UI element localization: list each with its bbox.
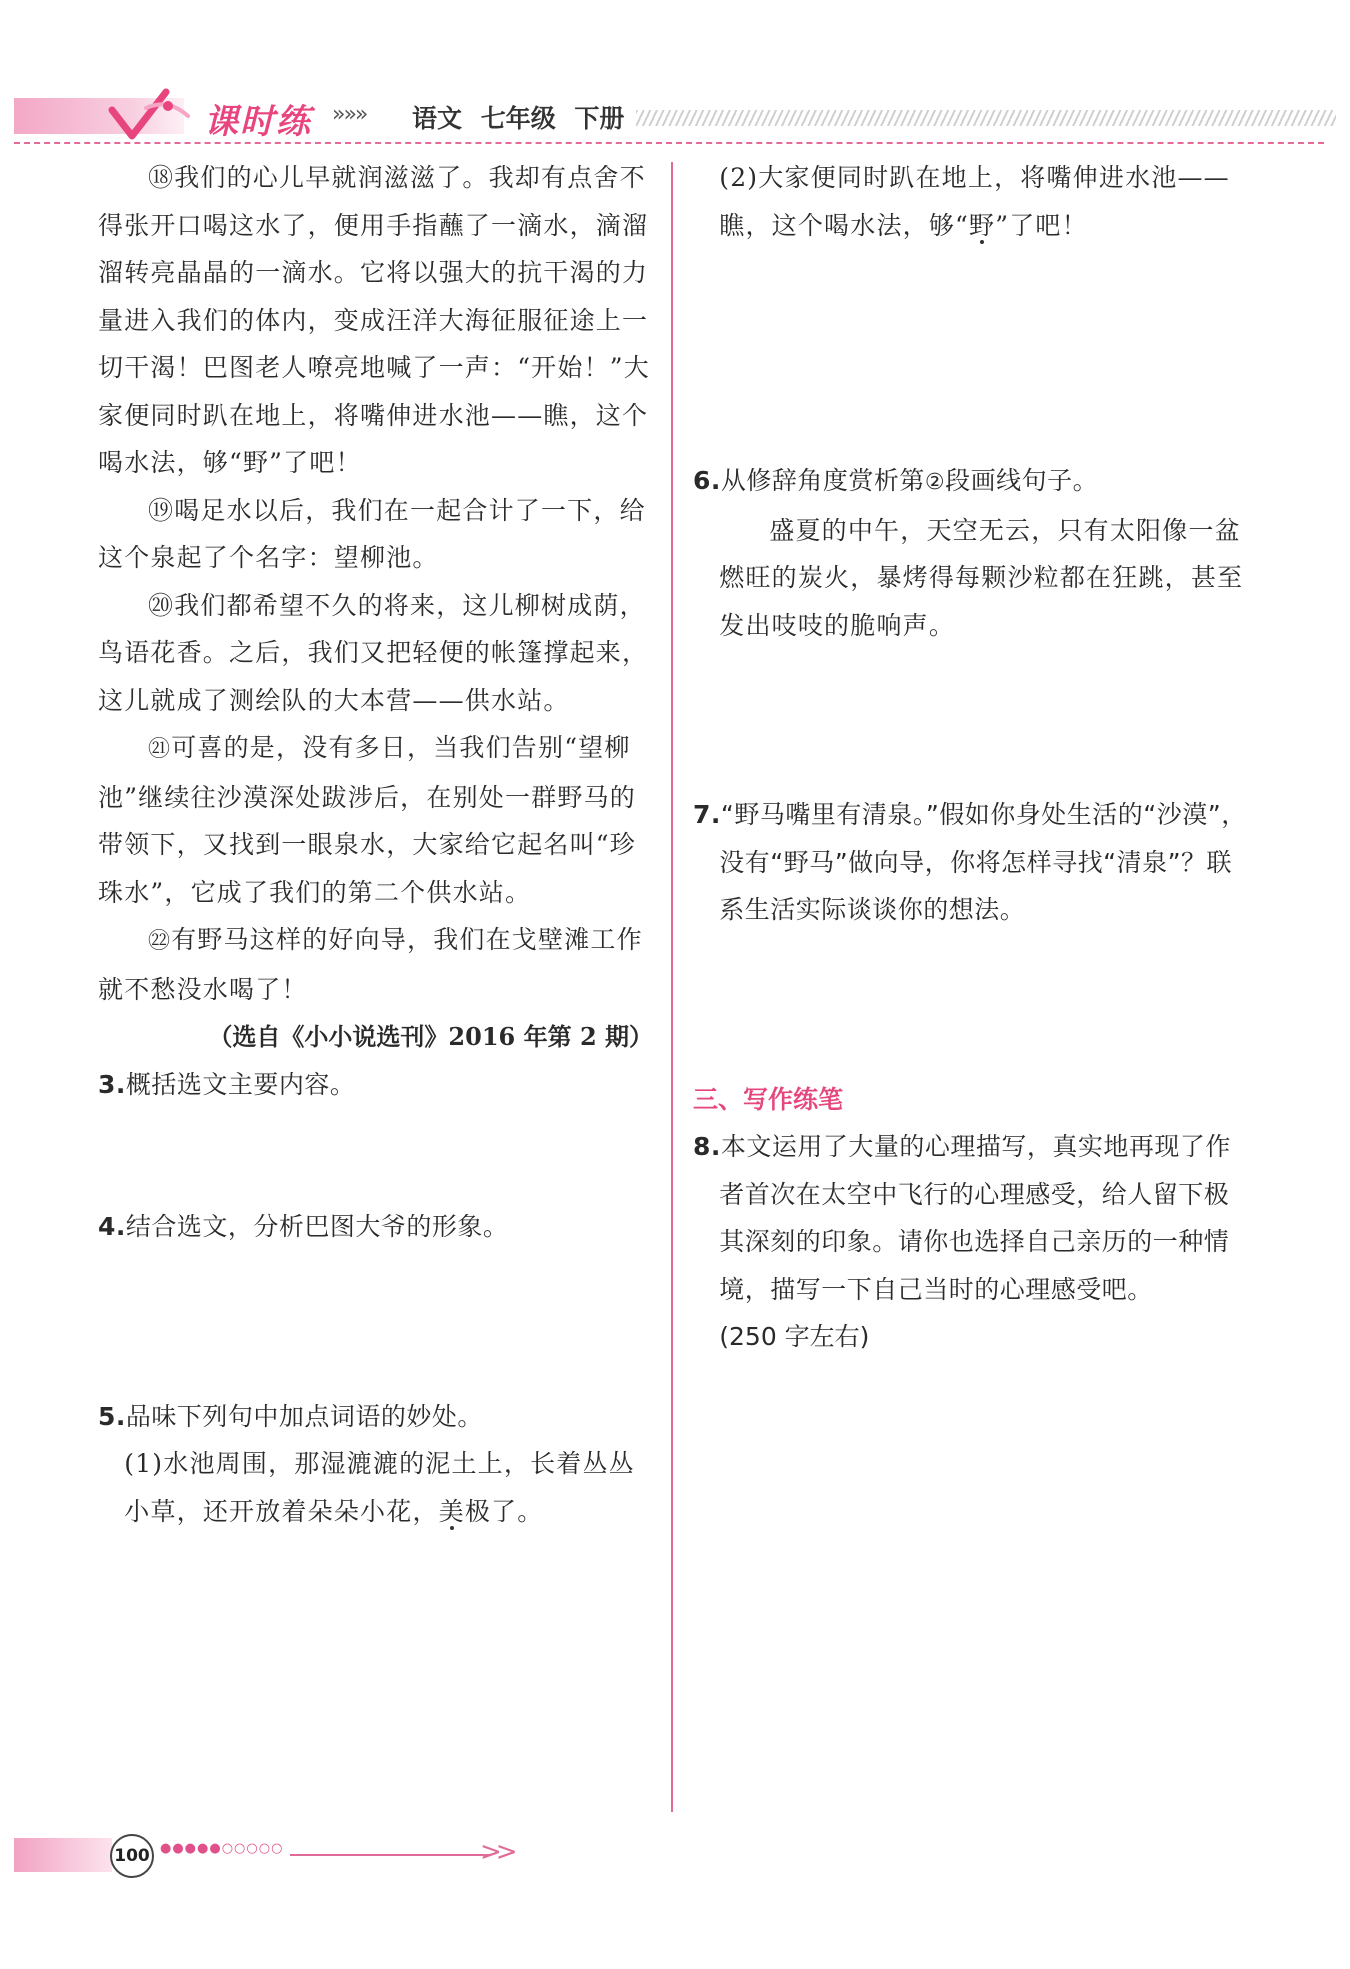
question-5-item-2: [693, 154, 1253, 249]
question-3: [98, 1061, 653, 1109]
right-column: [693, 154, 1253, 1361]
question-number: 7.: [693, 800, 721, 829]
footer-dots: ●●●●●○○○○○: [160, 1841, 284, 1856]
paragraph-22: [98, 916, 653, 1013]
question-7: [693, 791, 1253, 934]
header-hatch-decoration: [636, 110, 1336, 126]
column-divider: [671, 162, 673, 1812]
header-arrows-icon: »»»: [332, 102, 367, 127]
checkmark-logo-icon: [106, 86, 196, 146]
footer-line: [290, 1854, 490, 1856]
question-number: 3.: [98, 1069, 126, 1099]
question-4: [98, 1203, 653, 1251]
answer-space: [693, 934, 1253, 1076]
paragraph-number: ㉑: [148, 737, 172, 762]
word-count-note: (250 字左右): [719, 1322, 870, 1351]
question-6: [693, 457, 1253, 507]
question-text: 品味下列句中加点词语的妙处。: [125, 1401, 483, 1431]
quoted-sentence: 盛夏的中午，天空无云，只有太阳像一盆燃旺的炭火，暴烤得每颗沙粒都在狂跳，甚至发出吱吱的脆响声。: [719, 515, 1244, 640]
footer-color-band: [14, 1838, 112, 1872]
header-dashed-rule: [14, 142, 1324, 144]
paragraph-19: ⑲喝足水以后，我们在一起合计了一下，给这个泉起了个名字：望柳池。: [98, 495, 646, 572]
dotted-word: 野: [969, 210, 996, 240]
page-number: 100: [110, 1834, 154, 1878]
paragraph-18: ⑱我们的心儿早就润滋滋了。我却有点舍不得张开口喝这水了，便用手指蘸了一滴水，滴溜溜转亮晶晶的一滴水。它将以强大的抗干渴的力量进入我们的体内，变成汪洋大海征服征途上一切干渴！巴图老人嘹亮地喊了一声：“开始！”大家便同时趴在地上，将嘴伸进水池——瞧，这个喝水法，够“野”了吧！: [98, 163, 650, 477]
question-text: 从修辞角度赏析第: [720, 466, 925, 495]
page-footer: [14, 1832, 534, 1876]
footer-arrow-icon: >>: [480, 1837, 512, 1867]
answer-space: [693, 249, 1253, 457]
source-citation: （选自《小小说选刊》2016 年第 2 期）: [208, 1022, 653, 1051]
answer-space: [693, 649, 1253, 791]
item-text: ”了吧！: [995, 210, 1088, 240]
item-text: (1)水池周围，那湿漉漉的泥土上，长着丛丛小草，还开放着朵朵小花，: [124, 1449, 635, 1526]
answer-space: [98, 1251, 653, 1393]
subject-grade-label: 语文 七年级 下册: [412, 104, 625, 133]
section-heading-writing: 三、写作练笔: [693, 1084, 844, 1114]
question-number: 8.: [693, 1132, 721, 1161]
question-8: [693, 1123, 1253, 1313]
item-text: (2)大家便同时趴在地上，将嘴伸进水池——瞧，这个喝水法，够“: [719, 163, 1230, 240]
question-number: 4.: [98, 1212, 126, 1241]
item-text: 极了。: [464, 1496, 544, 1526]
page-header: [14, 86, 1324, 146]
question-5-item-1: [98, 1440, 653, 1535]
answer-space: [98, 1108, 653, 1203]
question-5: [98, 1393, 653, 1441]
question-text: 结合选文，分析巴图大爷的形象。: [125, 1212, 509, 1241]
question-number: 6.: [693, 466, 721, 495]
series-title: 课时练: [204, 102, 312, 142]
circled-number: ②: [924, 470, 946, 495]
dotted-word: 美: [438, 1496, 465, 1526]
question-number: 5.: [98, 1401, 126, 1431]
question-text: 本文运用了大量的心理描写，真实地再现了作者首次在太空中飞行的心理感受，给人留下极其深刻的印象。请你也选择自己亲历的一种情境，描写一下自己当时的心理感受吧。: [719, 1132, 1231, 1304]
question-text: “野马嘴里有清泉。”假如你身处生活的“沙漠”，没有“野马”做向导，你将怎样寻找“清泉”？联系生活实际谈谈你的想法。: [719, 800, 1247, 924]
left-column: [98, 154, 653, 1535]
question-text: 概括选文主要内容。: [125, 1069, 356, 1099]
paragraph-20: ⑳我们都希望不久的将来，这儿柳树成荫，鸟语花香。之后，我们又把轻便的帐篷撑起来，这儿就成了测绘队的大本营——供水站。: [98, 590, 649, 715]
paragraph-text: 可喜的是，没有多日，当我们告别“望柳池”继续往沙漠深处跋涉后，在别处一群野马的带领下，又找到一眼泉水，大家给它起名叫“珍珠水”，它成了我们的第二个供水站。: [98, 733, 636, 907]
paragraph-21: [98, 724, 653, 916]
paragraph-text: 有野马这样的好向导，我们在戈壁滩工作就不愁没水喝了！: [98, 925, 643, 1004]
question-text: 段画线句子。: [945, 466, 1099, 495]
paragraph-number: ㉒: [148, 929, 172, 954]
